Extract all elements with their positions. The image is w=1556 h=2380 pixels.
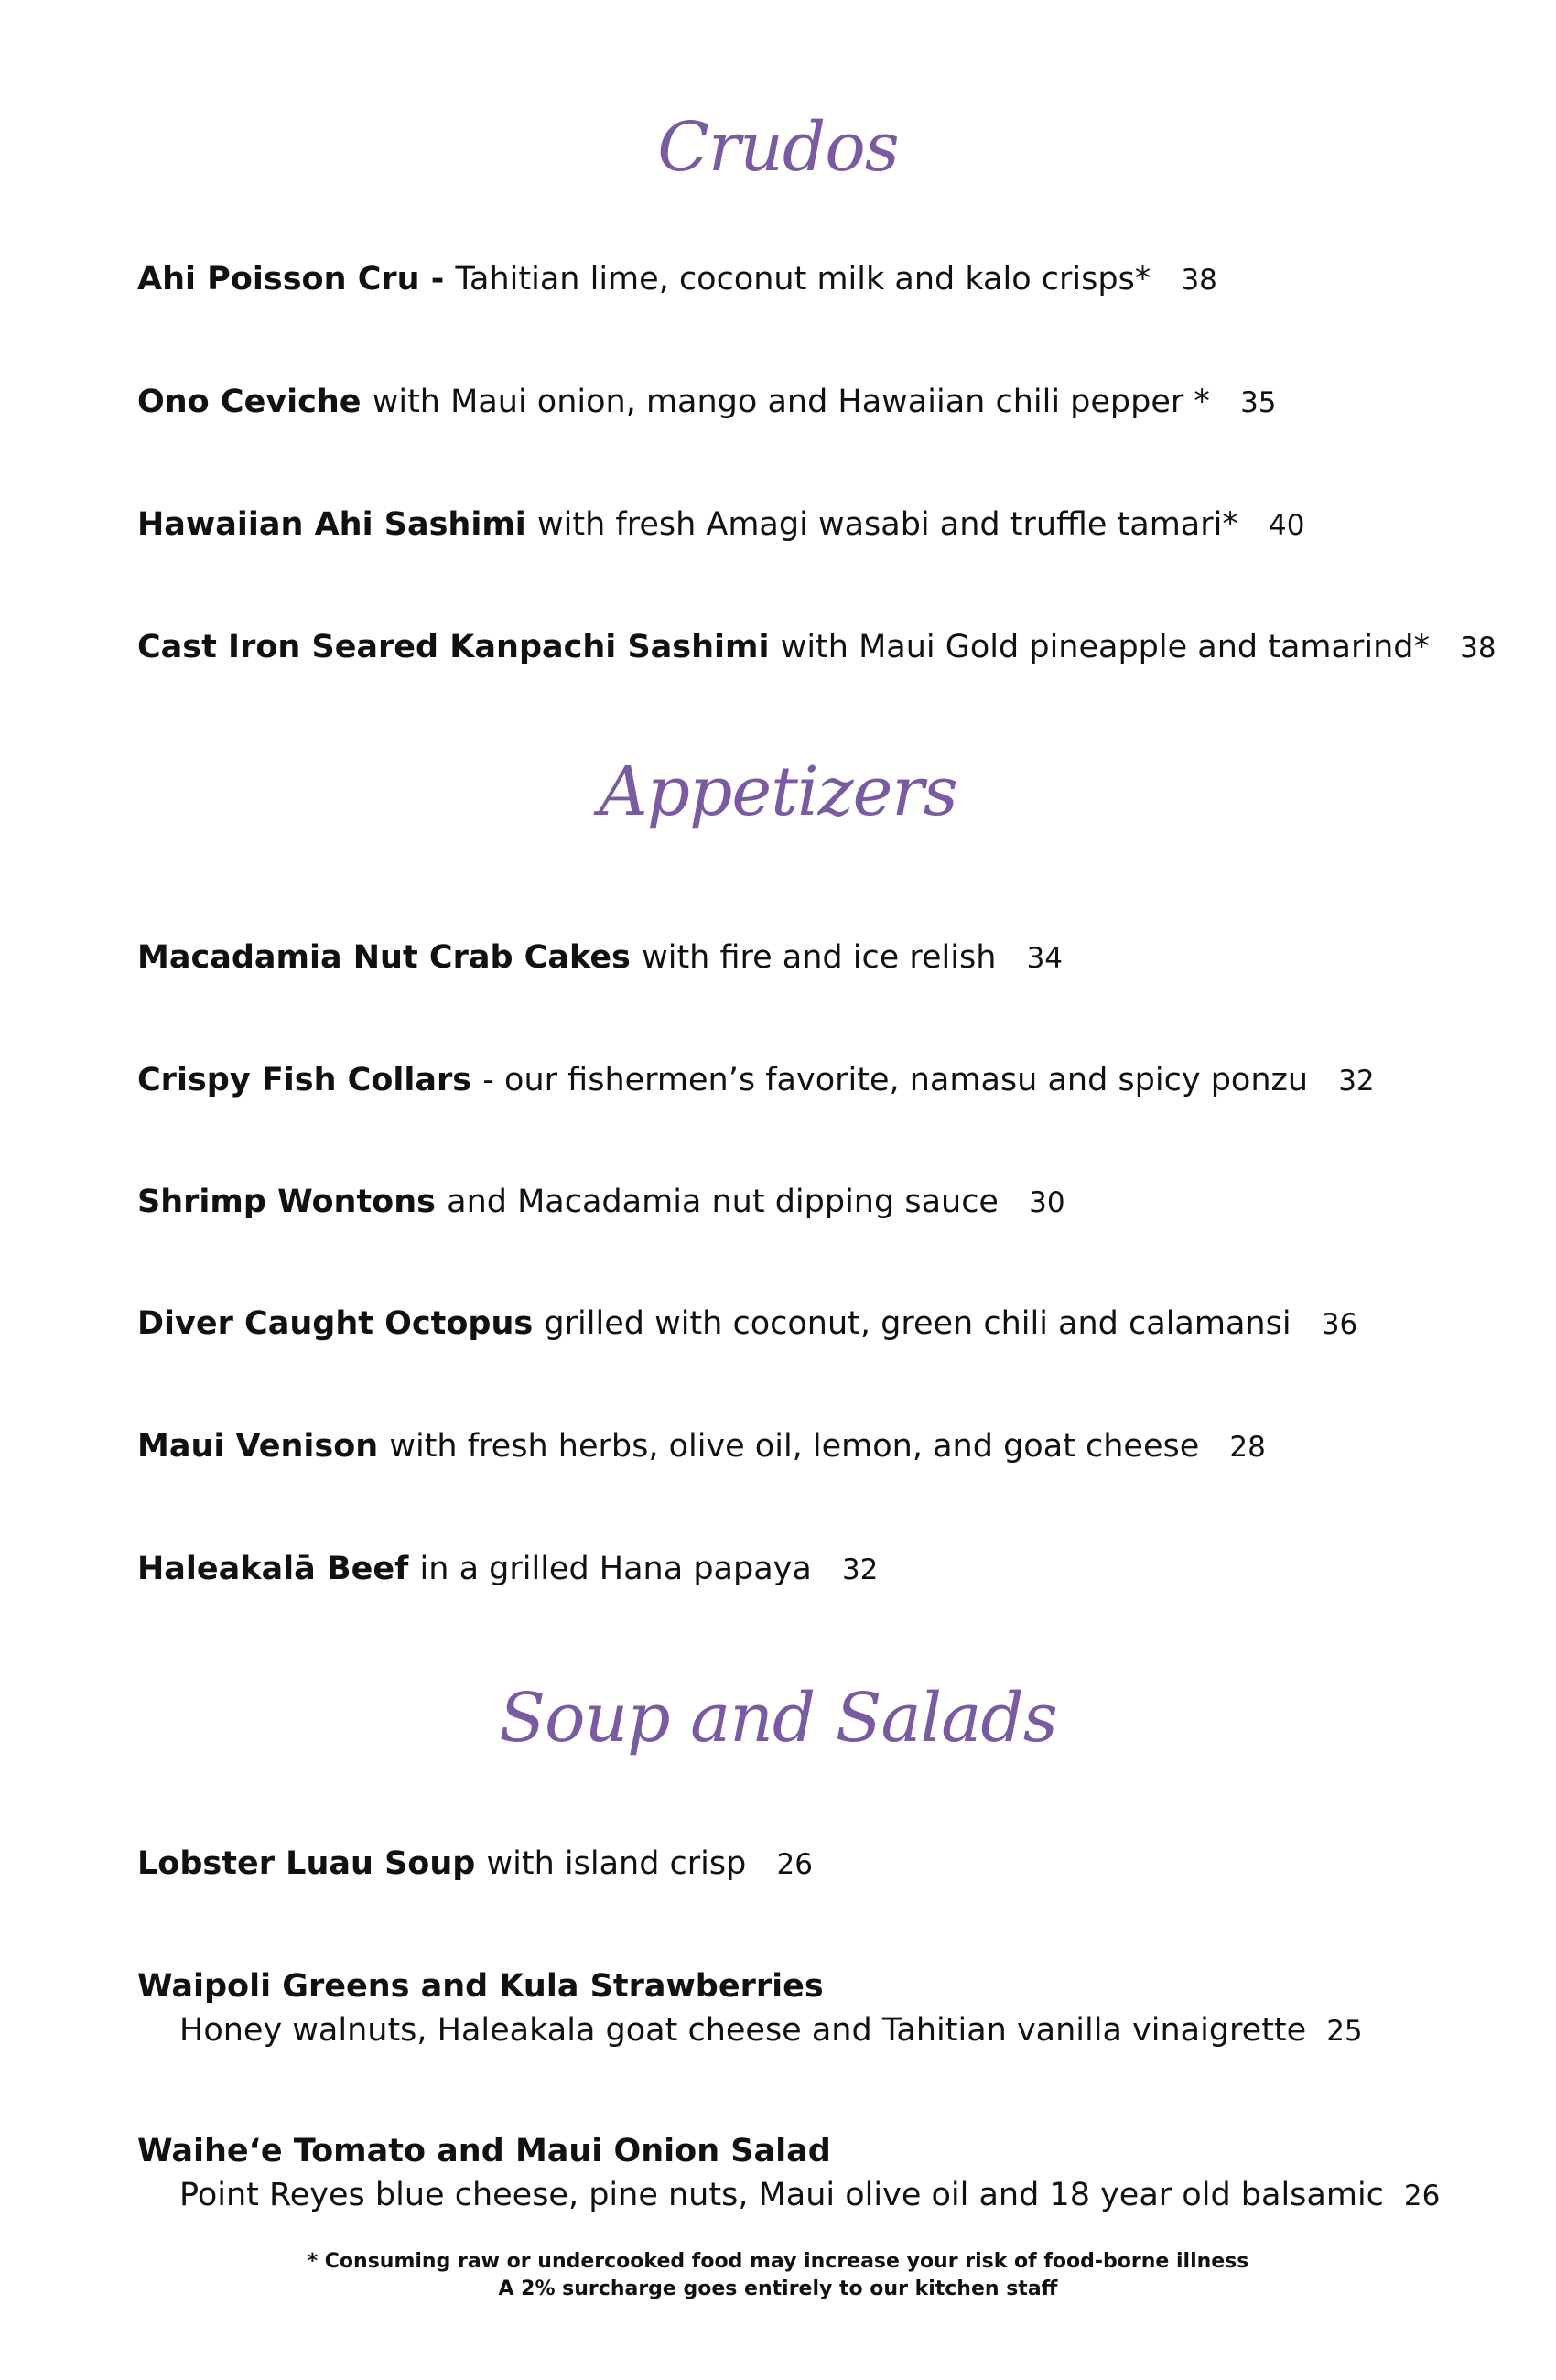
item-name: Waipoli Greens and Kula Strawberries xyxy=(137,1968,824,2005)
item-description: and Macadamia nut dipping sauce xyxy=(447,1184,999,1220)
item-description: grilled with coconut, green chili and calamansi xyxy=(544,1305,1291,1342)
item-description: with fresh Amagi wasabi and truffle tamari* xyxy=(537,506,1238,543)
item-name: Shrimp Wontons xyxy=(137,1184,448,1220)
item-subline xyxy=(137,2008,1464,2053)
item-price: 30 xyxy=(1029,1186,1065,1219)
footnote-raw-food-warning: * Consuming raw or undercooked food may increase your risk of food-borne illness xyxy=(307,2250,1249,2273)
menu-item xyxy=(137,625,1497,670)
menu-item xyxy=(137,503,1464,547)
menu-item xyxy=(137,1547,1464,1592)
menu-item xyxy=(137,1424,1464,1469)
item-name: Macadamia Nut Crab Cakes xyxy=(137,939,643,976)
item-name: Ono Ceviche xyxy=(137,384,373,420)
section-heading-soup-and-salads: Soup and Salads xyxy=(499,1679,1057,1758)
item-description: - our fishermen’s favorite, namasu and spicy ponzu xyxy=(482,1062,1309,1098)
item-description: Point Reyes blue cheese, pine nuts, Maui olive oil and 18 year old balsamic xyxy=(179,2177,1384,2213)
item-price: 34 xyxy=(1026,942,1064,975)
item-description: Tahitian lime, coconut milk and kalo crisps* xyxy=(455,261,1151,298)
item-price: 26 xyxy=(776,1848,813,1881)
item-description: Honey walnuts, Haleakala goat cheese and Tahitian vanilla vinaigrette xyxy=(179,2012,1307,2049)
item-name: Cast Iron Seared Kanpachi Sashimi xyxy=(137,629,781,665)
footnote-surcharge: A 2% surcharge goes entirely to our kitchen staff xyxy=(498,2277,1058,2300)
item-name: Maui Venison xyxy=(137,1428,390,1465)
menu-item xyxy=(137,1302,1464,1347)
item-price: 25 xyxy=(1326,2015,1363,2048)
item-price: 32 xyxy=(841,1553,879,1586)
item-price: 26 xyxy=(1403,2180,1441,2212)
item-price: 36 xyxy=(1321,1308,1358,1341)
item-price: 38 xyxy=(1181,264,1217,297)
menu-item xyxy=(137,257,1464,302)
item-description: with Maui Gold pineapple and tamarind* xyxy=(780,629,1430,665)
item-price: 40 xyxy=(1269,509,1305,542)
menu-item xyxy=(137,936,1464,980)
item-name: Crispy Fish Collars xyxy=(137,1062,483,1098)
item-subline xyxy=(137,2173,1464,2218)
item-description: with fresh herbs, olive oil, lemon, and goat cheese xyxy=(389,1428,1200,1465)
item-price: 32 xyxy=(1338,1065,1375,1098)
menu-item xyxy=(137,1058,1464,1103)
item-name: Ahi Poisson Cru - xyxy=(137,261,456,298)
section-heading-crudos: Crudos xyxy=(657,108,899,187)
item-name: Hawaiian Ahi Sashimi xyxy=(137,506,537,543)
item-description: with island crisp xyxy=(486,1845,747,1882)
menu-item xyxy=(137,1842,1464,1887)
item-description: in a grilled Hana papaya xyxy=(419,1551,812,1587)
menu-item xyxy=(137,1180,1464,1225)
item-description: with Maui onion, mango and Hawaiian chili pepper * xyxy=(372,384,1210,420)
menu-item xyxy=(137,1964,1464,2053)
menu-item xyxy=(137,2129,1464,2218)
item-name: Haleakalā Beef xyxy=(137,1551,420,1587)
item-price: 28 xyxy=(1229,1431,1266,1464)
item-name: Diver Caught Octopus xyxy=(137,1305,545,1342)
section-heading-appetizers: Appetizers xyxy=(599,752,957,831)
menu-item xyxy=(137,380,1464,425)
item-description: with fire and ice relish xyxy=(642,939,997,976)
item-name: Lobster Luau Soup xyxy=(137,1845,487,1882)
item-name: Waihe‘e Tomato and Maui Onion Salad xyxy=(137,2133,831,2169)
item-price: 35 xyxy=(1240,386,1277,419)
item-price: 38 xyxy=(1460,632,1497,665)
